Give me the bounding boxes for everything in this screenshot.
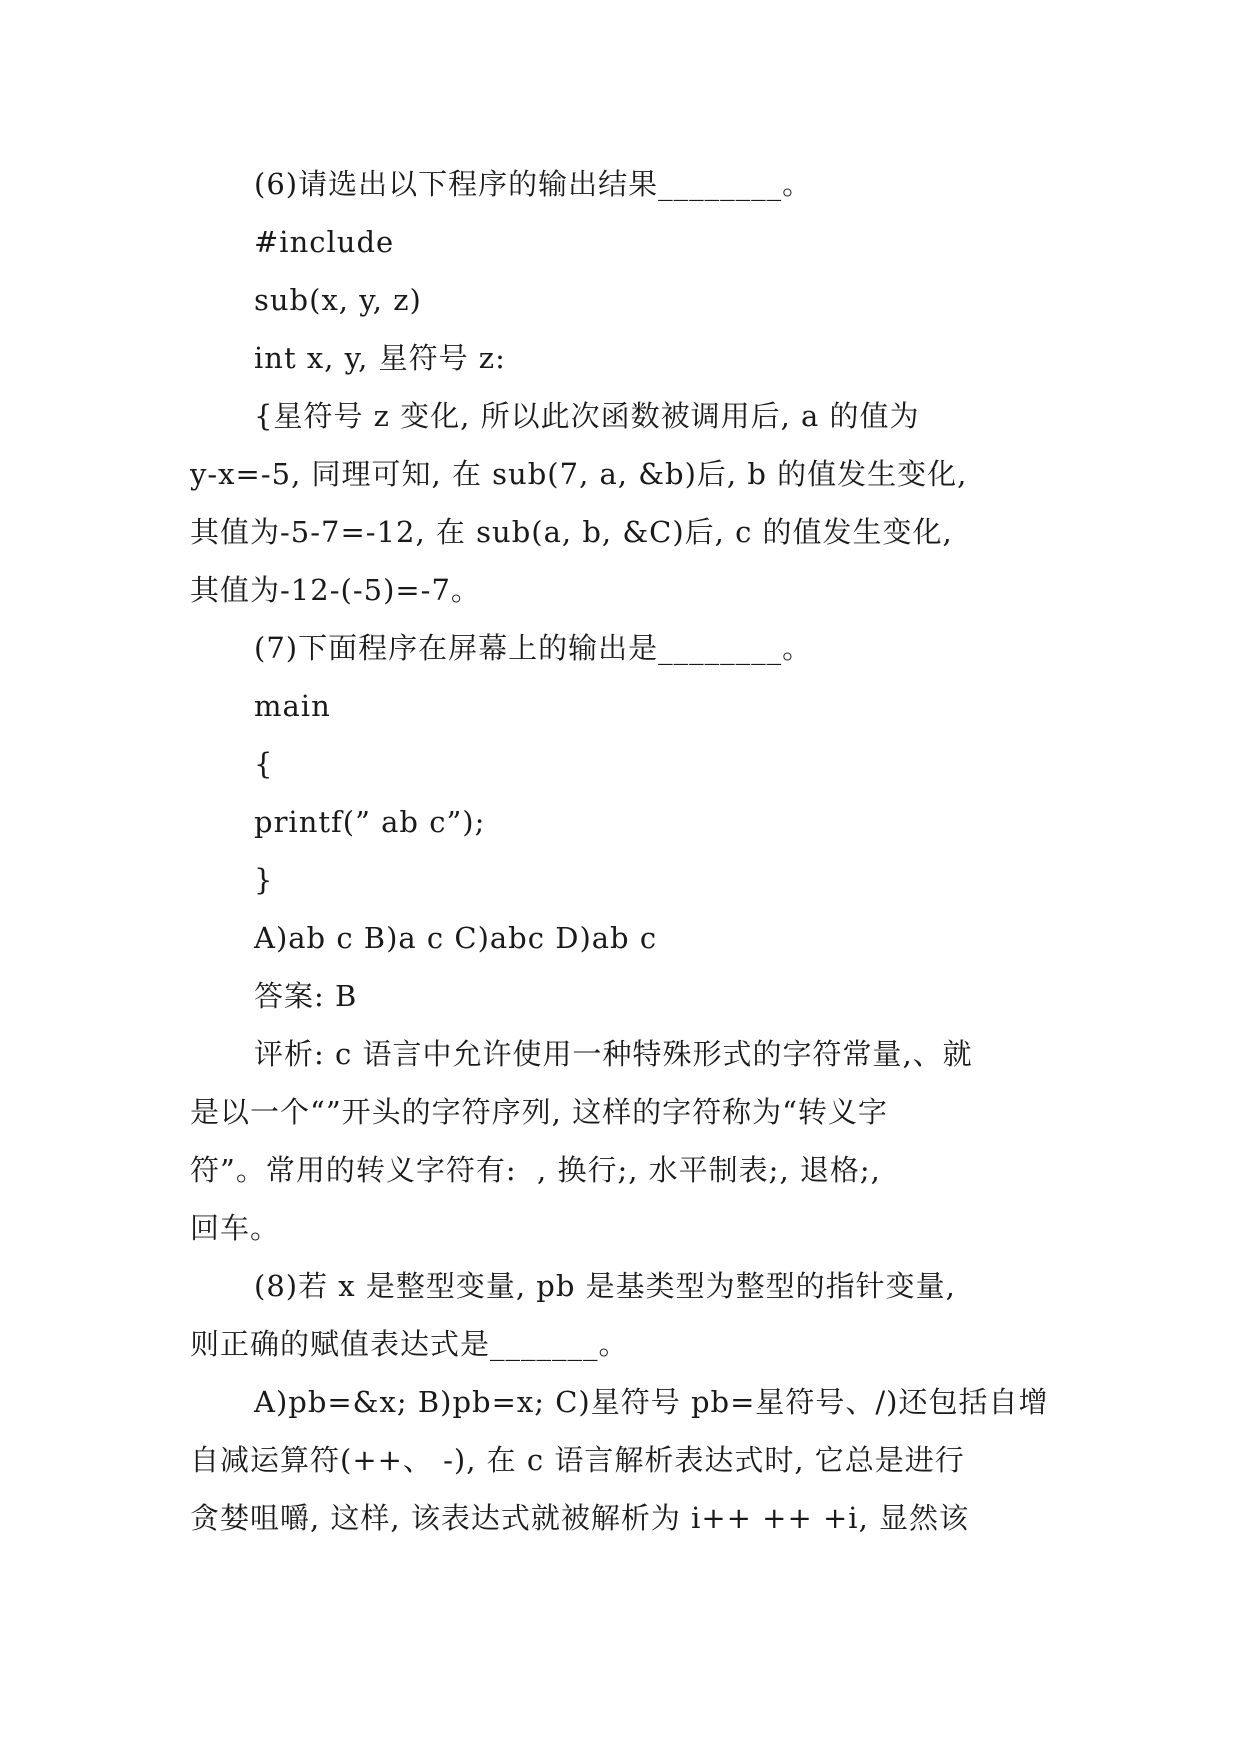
text-line: 其值为-12-(-5)=-7。 [190,573,481,607]
code-line: sub(x, y, z) [254,283,422,317]
text-line: (6)请选出以下程序的输出结果________。 [254,167,813,201]
text-line: 答案: B [254,979,358,1013]
text-line: (7)下面程序在屏幕上的输出是________。 [254,631,813,665]
code-line: printf(” ab c”); [254,805,486,839]
text-line: (8)若 x 是整型变量, pb 是基类型为整型的指针变量, [254,1269,956,1303]
document-body [190,155,1060,1547]
text-line: 回车。 [190,1211,281,1245]
text-line: A)ab c B)a c C)abc D)ab c [254,921,658,955]
code-line: main [254,689,331,723]
text-line: 评析: c 语言中允许使用一种特殊形式的字符常量,、就 [254,1037,973,1071]
text-line: 自减运算符(++、 -), 在 c 语言解析表达式时, 它总是进行 [190,1443,965,1477]
text-line: 符”。常用的转义字符有: , 换行;, 水平制表;, 退格;, [190,1153,881,1187]
text-line: 则正确的赋值表达式是_______。 [190,1327,629,1361]
code-line: int x, y, 星符号 z: [254,341,506,375]
code-line: #include [254,225,395,259]
code-line: } [254,863,274,897]
text-line: y-x=-5, 同理可知, 在 sub(7, a, &b)后, b 的值发生变化, [190,457,968,491]
text-line: 其值为-5-7=-12, 在 sub(a, b, &C)后, c 的值发生变化, [190,515,953,549]
text-line: A)pb=&x; B)pb=x; C)星符号 pb=星符号、/)还包括自增 [254,1385,1049,1419]
text-line: 是以一个“”开头的字符序列, 这样的字符称为“转义字 [190,1095,888,1129]
code-line: { [254,747,274,781]
text-line: 贪婪咀嚼, 这样, 该表达式就被解析为 i++ ++ +i, 显然该 [190,1501,970,1535]
text-line: {星符号 z 变化, 所以此次函数被调用后, a 的值为 [254,399,920,433]
